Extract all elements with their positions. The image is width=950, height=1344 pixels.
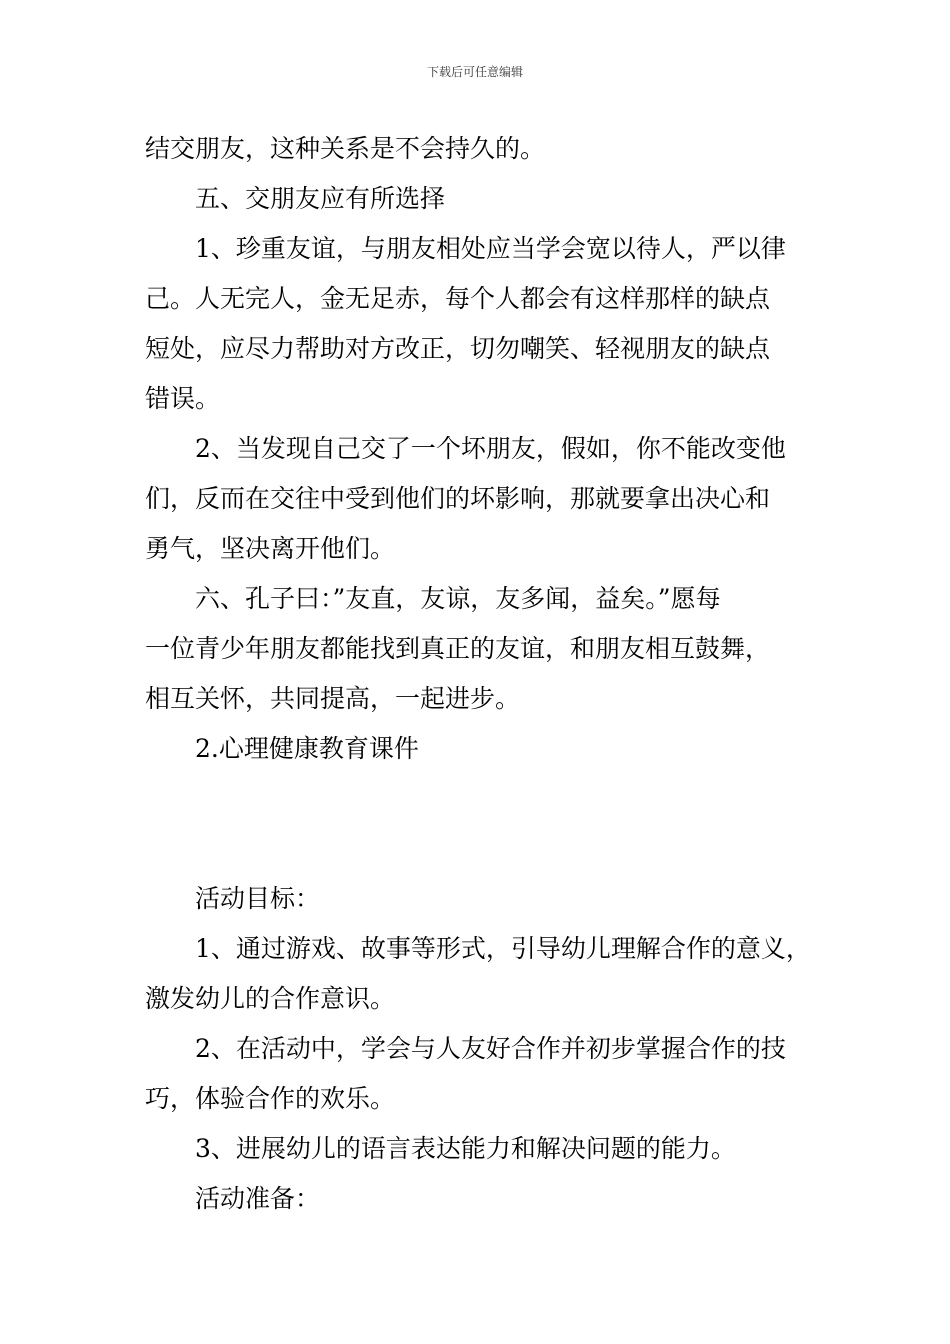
text-line: 勇气，坚决离开他们。 <box>145 534 396 563</box>
subheading: 活动目标： <box>195 884 321 913</box>
text-line: 结交朋友，这种关系是不会持久的。 <box>145 134 546 163</box>
text-line: 3、进展幼儿的语言表达能力和解决问题的能力。 <box>195 1134 736 1163</box>
section-heading: 五、交朋友应有所选择 <box>195 184 446 213</box>
text-line: 们，反而在交往中受到他们的坏影响，那就要拿出决心和 <box>145 484 771 513</box>
section-title: 2.心理健康教育课件 <box>195 734 419 763</box>
text-line: 短处，应尽力帮助对方改正，切勿嘲笑、轻视朋友的缺点 <box>145 334 771 363</box>
text-line: 错误。 <box>145 384 221 413</box>
text-line: 一位青少年朋友都能找到真正的友谊，和朋友相互鼓舞， <box>145 634 771 663</box>
blank-space <box>145 774 830 874</box>
text-line: 2、在活动中，学会与人友好合作并初步掌握合作的技 <box>195 1034 786 1063</box>
text-line: 激发幼儿的合作意识。 <box>145 984 396 1013</box>
text-line: 己。人无完人，金无足赤，每个人都会有这样那样的缺点 <box>145 284 771 313</box>
text-line: 巧，体验合作的欢乐。 <box>145 1084 396 1113</box>
text-line: 1、通过游戏、故事等形式，引导幼儿理解合作的意义， <box>195 934 811 963</box>
section-heading: 六、孔子曰：”友直，友谅，友多闻，益矣。”愿每 <box>195 584 721 613</box>
text-line: 相互关怀，共同提高，一起进步。 <box>145 684 521 713</box>
page-header-note: 下载后可任意编辑 <box>426 65 523 79</box>
text-line: 1、珍重友谊，与朋友相处应当学会宽以待人，严以律 <box>195 234 786 263</box>
subheading: 活动准备： <box>195 1184 321 1213</box>
document-body <box>145 124 830 1224</box>
text-line: 2、当发现自己交了一个坏朋友，假如，你不能改变他 <box>195 434 786 463</box>
